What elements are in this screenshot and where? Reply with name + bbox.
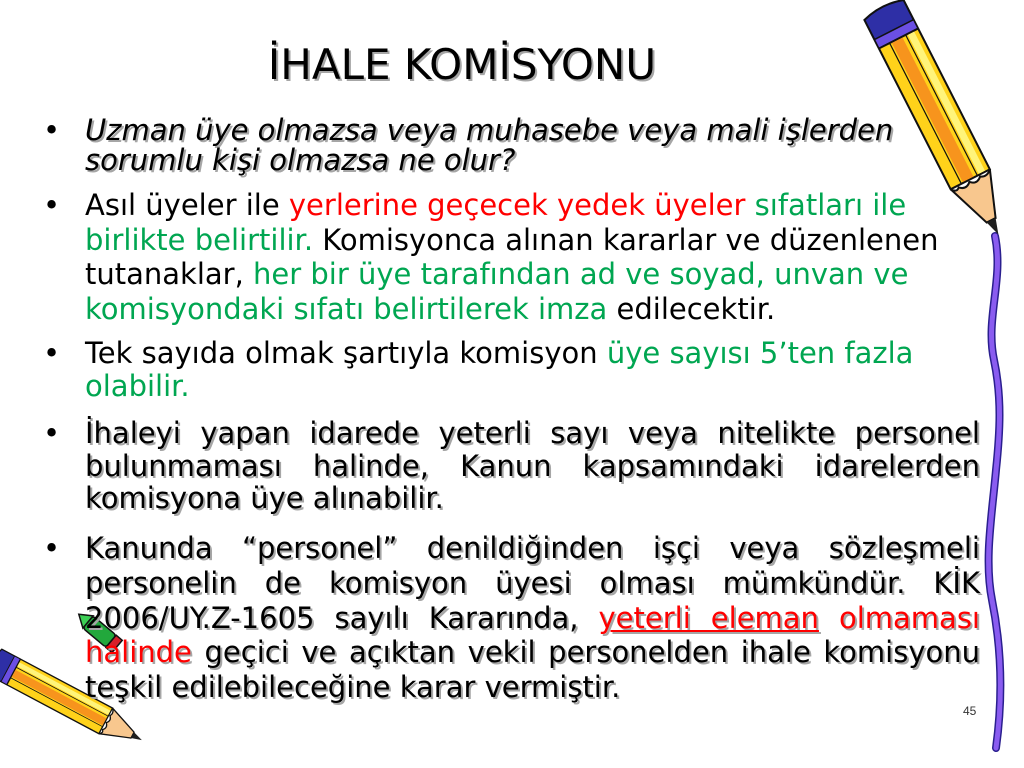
bullet-marker: •	[43, 531, 61, 565]
bullet-line	[85, 257, 980, 292]
emphasis-red-underlined-text: yeterli eleman	[598, 600, 819, 635]
emphasis-red-text: halinde	[85, 635, 192, 670]
bullet-line	[85, 145, 980, 175]
bullet-text-run: Kanunda “personel” denildiğinden işçi veya sözleşmeli	[85, 531, 980, 565]
bullet-item	[43, 416, 980, 515]
slide-number: 45	[963, 704, 977, 718]
bullet-text-run: personelin de komisyon üyesi olması mümkündür. KİK	[85, 565, 980, 600]
slide-title: İHALE KOMİSYONU	[267, 40, 657, 89]
bullet-line	[85, 370, 980, 403]
bullet-line	[85, 337, 980, 370]
bullet-line	[85, 450, 980, 483]
bullet-text-run: bulunmaması halinde, Kanun kapsamındaki idarelerden	[85, 448, 980, 483]
bullet-text-run: Tek sayıda olmak şartıyla komisyon	[85, 336, 607, 370]
emphasis-red-text: olmaması	[818, 600, 980, 635]
bullet-marker: •	[43, 113, 61, 147]
bullet-line	[85, 292, 980, 327]
bullet-text-run: Asıl üyeler ile	[85, 188, 289, 222]
emphasis-green-text: her bir üye tarafından ad ve soyad, unvan ve	[253, 257, 909, 291]
bullet-item	[43, 113, 980, 177]
bullet-text-run: sorumlu kişi olmazsa ne olur?	[85, 143, 516, 177]
bullet-line	[85, 635, 980, 670]
bullet-item	[43, 188, 980, 326]
bullet-marker: •	[43, 416, 61, 450]
bullet-line	[85, 531, 980, 566]
emphasis-red-text: yerlerine geçecek yedek üyeler	[288, 188, 746, 222]
emphasis-green-text: komisyondaki sıfatı belirtilerek imza	[85, 291, 608, 326]
bullet-text-run: geçici ve açıktan vekil personelden ihale komisyonu	[191, 635, 980, 670]
bullet-line	[85, 417, 980, 450]
bullet-text-run: 2006/UY.Z-1605 sayılı Kararında,	[85, 600, 599, 635]
bullet-marker: •	[43, 336, 61, 370]
bullet-line	[85, 188, 980, 223]
bullet-item	[43, 531, 980, 705]
emphasis-green-text: üye sayısı 5’ten fazla	[606, 336, 914, 370]
bullet-line	[85, 601, 980, 636]
bullet-text-run: teşkil edilebileceğine karar vermiştir.	[85, 670, 621, 704]
bullet-line	[85, 566, 980, 601]
emphasis-green-text: sıfatları ile	[745, 188, 907, 222]
bullet-line	[85, 482, 980, 515]
emphasis-green-text: birlikte belirtilir.	[85, 222, 314, 257]
bullet-line	[85, 115, 980, 145]
emphasis-green-text: olabilir.	[85, 369, 190, 403]
bullet-text-run: Uzman üye olmazsa veya muhasebe veya mali işlerden	[85, 113, 894, 147]
bullet-text-run: Komisyonca alınan kararlar ve düzenlenen	[313, 222, 939, 257]
bullet-text-run: tutanaklar,	[85, 257, 254, 291]
bullet-text-run: edilecektir.	[607, 291, 776, 326]
bullet-text-run: komisyona üye alınabilir.	[85, 481, 444, 515]
bullet-text-run: İhaleyi yapan idarede yeterli sayı veya nitelikte personel	[85, 416, 980, 450]
bullet-item	[43, 336, 980, 403]
bullet-line	[85, 223, 980, 258]
bullet-marker: •	[43, 188, 61, 222]
bullet-line	[85, 670, 980, 705]
bullet-list	[43, 0, 980, 768]
